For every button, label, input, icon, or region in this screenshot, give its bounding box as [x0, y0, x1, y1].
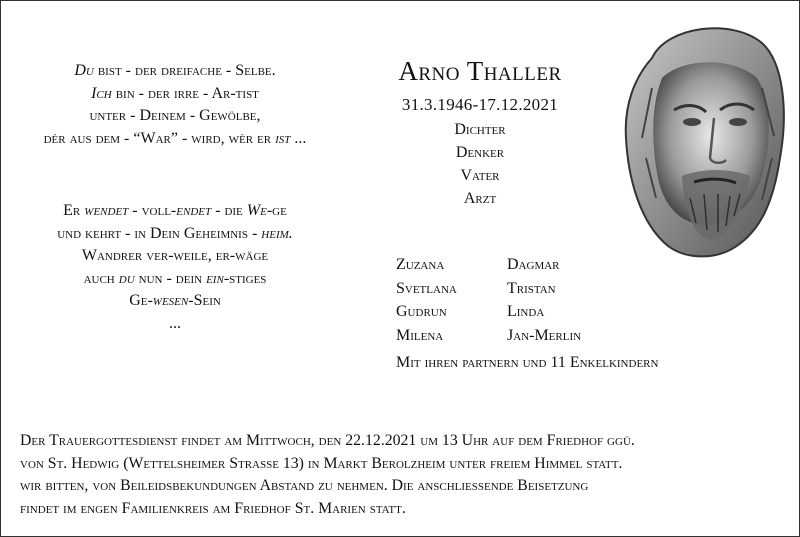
poem-line: [15, 200, 335, 223]
poem-line: [15, 60, 335, 83]
poem-text: -stiges: [223, 269, 267, 287]
role-item: Denker: [455, 144, 505, 161]
child-name: Svetlana: [396, 279, 457, 297]
poem-stanza-2: [15, 200, 335, 335]
poem-text: - die: [211, 202, 247, 219]
poem-text: Ge-: [129, 292, 153, 309]
poem-line: [15, 290, 335, 313]
poem-line: [15, 245, 335, 268]
poem-text: dér aus dem - “War” - wird, wèr er: [43, 129, 276, 147]
poem-line: [15, 83, 335, 106]
poem-line: [15, 128, 335, 151]
poem-text: auch: [83, 269, 119, 287]
poem-text: -ge: [266, 202, 287, 219]
poem-text: Er: [63, 202, 85, 219]
notice-line: Der Trauergottesdienst findet am Mittwoch, den 22.12.2021 um 13 Uhr auf dem Friedhof ggü.: [20, 432, 635, 449]
role-item: Vater: [460, 167, 500, 184]
bronze-portrait-bust-image: [612, 18, 792, 258]
poem-text: ...: [290, 129, 307, 147]
role-item: Dichter: [454, 121, 506, 138]
poem-italic-word: ein: [206, 269, 224, 287]
poem-line: [15, 268, 335, 291]
child-name: Dagmar: [507, 256, 560, 273]
poem-text: unter - Deinem - Gewölbe,: [89, 107, 261, 124]
poem-text: nun - dein: [134, 269, 207, 287]
poem-italic-word: Du: [74, 62, 94, 79]
child-name: Zuzana: [396, 256, 445, 273]
child-name: Tristan: [507, 279, 556, 297]
child-name: Linda: [507, 303, 545, 320]
deceased-name: Arno Thaller: [398, 56, 562, 86]
poem-text: bist - der dreifache - Selbe.: [93, 62, 276, 79]
roles-list: [380, 118, 580, 210]
poem-line: [15, 313, 335, 336]
poem-italic-word: du: [118, 269, 135, 287]
poem-stanza-1: [15, 60, 335, 150]
children-column-2: [507, 253, 581, 347]
poem-text: - voll-: [128, 202, 177, 219]
poem-italic-word: wesen: [152, 292, 189, 309]
poem-text: und kehrt - in Dein Geheimnis -: [57, 224, 262, 242]
role-item: Arzt: [463, 190, 497, 207]
poem-text: Wandrer ver-weile, er-wäge: [81, 247, 269, 264]
poem-text: ...: [169, 314, 181, 332]
poem-italic-word: ist: [275, 129, 291, 147]
poem-italic-word: We: [246, 202, 267, 219]
funeral-notice: [20, 430, 790, 520]
notice-line: von St. Hedwig (Wettelsheimer Strasse 13) in Markt Berolzheim unter freiem Himmel statt.: [20, 454, 623, 472]
children-column-1: [396, 253, 457, 347]
poem-italic-word: endet: [176, 202, 212, 219]
poem-italic-word: Ich: [91, 84, 112, 102]
child-name: Gudrun: [396, 303, 447, 320]
notice-line: findet im engen Familienkreis am Friedhof St. Marien statt.: [20, 499, 406, 517]
poem-italic-word: heim.: [261, 224, 293, 242]
life-dates: 31.3.1946-17.12.2021: [401, 95, 559, 114]
child-name: Milena: [396, 326, 444, 344]
child-name: Jan-Merlin: [507, 326, 582, 344]
notice-line: wir bitten, von Beileidsbekundungen Abstand zu nehmen. Die anschliessende Beisetzung: [20, 477, 589, 494]
partners-grandchildren-line: Mit ihren partnern und 11 Enkelkindern: [396, 354, 659, 371]
poem-line: [15, 105, 335, 128]
poem-italic-word: wendet: [84, 202, 129, 219]
poem-text: -Sein: [188, 292, 221, 309]
poem-text: bin - der irre - Ar-tist: [111, 84, 259, 102]
poem-line: [15, 223, 335, 246]
